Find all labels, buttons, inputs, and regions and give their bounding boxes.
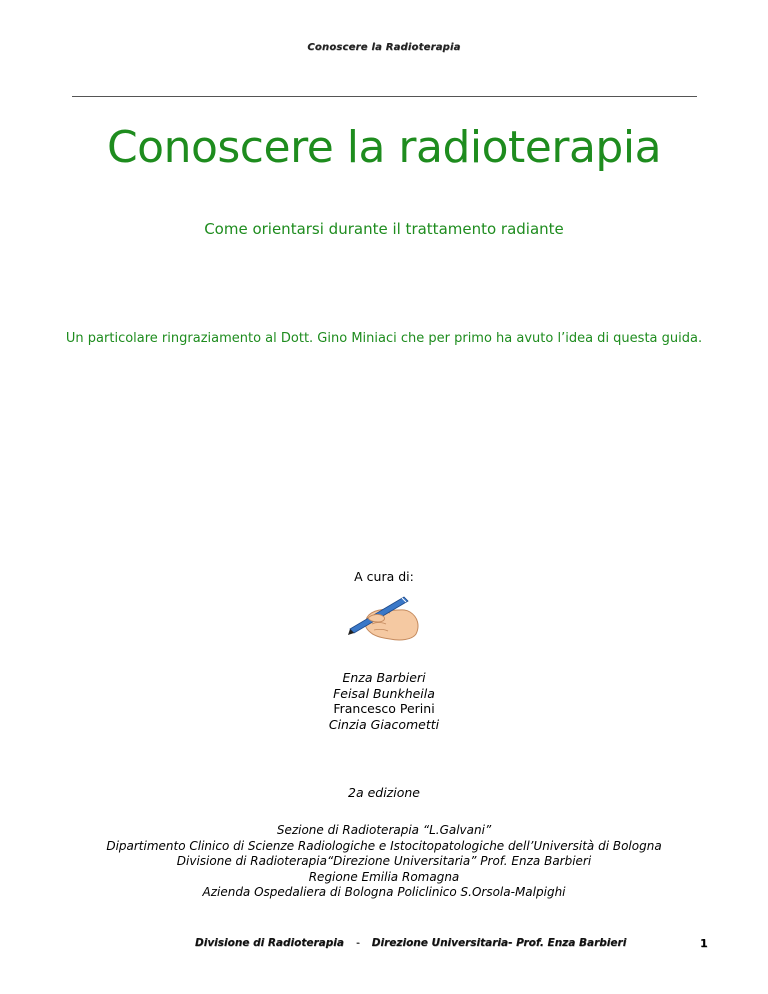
affiliations-block [0,823,768,901]
footer-separator: - [355,937,360,949]
footer-right: Direzione Universitaria- Prof. Enza Barbieri [371,937,627,949]
running-footer [195,937,626,949]
edition-label: 2a edizione [348,785,420,800]
running-header: Conoscere la Radioterapia [307,42,461,53]
author-name: Enza Barbieri [342,670,426,685]
hand-writing-pen-icon [346,594,422,642]
affiliation-line: Dipartimento Clinico di Scienze Radiologiche e Istocitopatologiche dell’Università di Bologna [106,838,662,853]
page-number: 1 [700,937,708,950]
affiliation-line: Sezione di Radioterapia “L.Galvani” [276,823,492,837]
affiliation-line: Regione Emilia Romagna [308,869,460,884]
author-name: Cinzia Giacometti [328,716,440,732]
acknowledgement: Un particolare ringraziamento al Dott. Gino Miniaci che per primo ha avuto l’idea di questa guida. [65,331,703,346]
page-subtitle: Come orientarsi durante il trattamento radiante [204,220,564,238]
page-title: Conoscere la radioterapia [106,122,662,173]
header-divider [72,96,697,97]
author-name: Feisal Bunkheila [333,685,435,701]
curated-by-label: A cura di: [354,569,414,584]
affiliation-line: Divisione di Radioterapia“Direzione Universitaria” Prof. Enza Barbieri [176,854,592,868]
authors-list [0,670,768,732]
author-name: Francesco Perini [333,701,435,716]
affiliation-line: Azienda Ospedaliera di Bologna Policlinico S.Orsola-Malpighi [202,885,566,899]
footer-left: Divisione di Radioterapia [195,937,344,949]
